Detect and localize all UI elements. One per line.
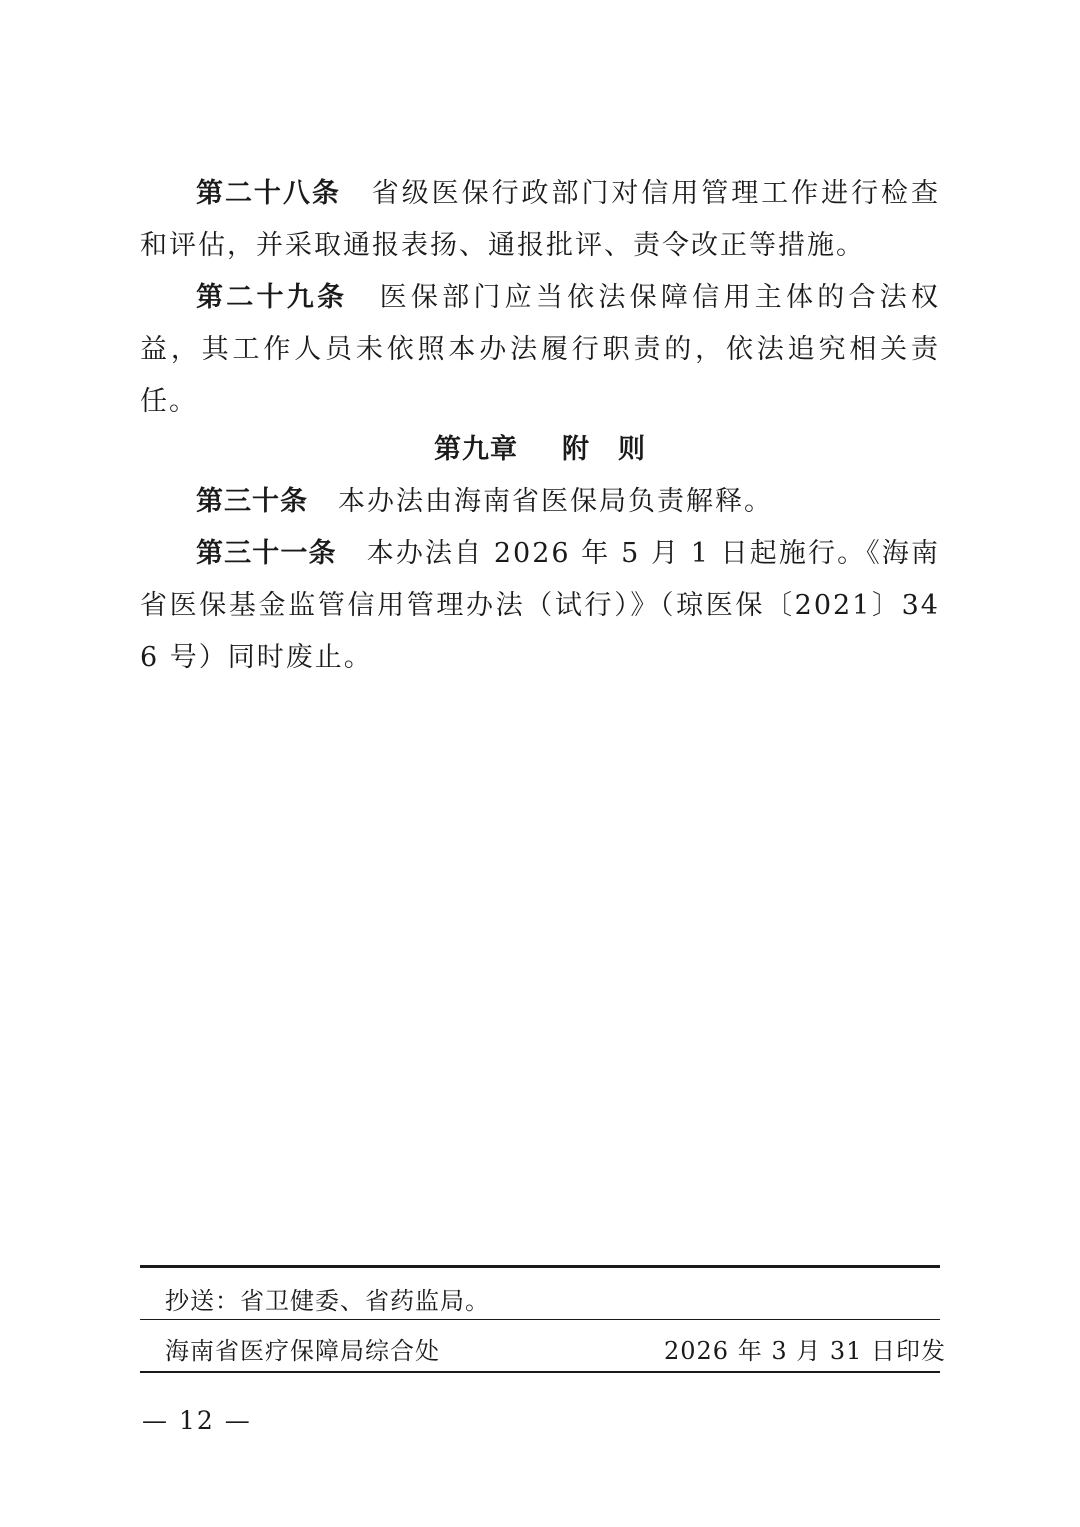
article-31 xyxy=(140,528,940,684)
article-label: 第二十九条 xyxy=(196,282,348,313)
article-29 xyxy=(140,272,940,428)
chapter-heading xyxy=(140,428,940,472)
issue-date: 2026 年 3 月 31 日印发 xyxy=(664,1337,947,1365)
chapter-title: 附 则 xyxy=(562,434,646,465)
cc-line: 抄送：省卫健委、省药监局。 xyxy=(165,1287,490,1315)
article-30 xyxy=(140,476,940,528)
article-text: 医保部门应当依法保障信用主体的合法权益，其工作人员未依照本办法履行职责的，依法追究相关责任。 xyxy=(140,282,941,417)
article-label: 第三十一条 xyxy=(196,538,337,569)
article-28 xyxy=(140,168,940,272)
issuer-line: 海南省医疗保障局综合处 xyxy=(165,1337,440,1365)
chapter-number: 第九章 xyxy=(434,434,518,465)
article-text: 省级医保行政部门对信用管理工作进行检查和评估，并采取通报表扬、通报批评、责令改正等措施。 xyxy=(140,178,941,261)
page-number: — 12 — xyxy=(142,1406,252,1435)
footer-middle-rule xyxy=(140,1319,940,1320)
footer-bottom-rule xyxy=(140,1371,940,1373)
article-text: 本办法由海南省医保局负责解释。 xyxy=(338,486,773,517)
article-label: 第三十条 xyxy=(196,486,308,517)
footer-top-rule xyxy=(140,1265,940,1268)
article-label: 第二十八条 xyxy=(196,178,341,209)
article-text: 本办法自 2026 年 5 月 1 日起施行。《海南省医保基金监管信用管理办法（试行）》（琼医保〔2021〕346 号）同时废止。 xyxy=(140,538,940,673)
